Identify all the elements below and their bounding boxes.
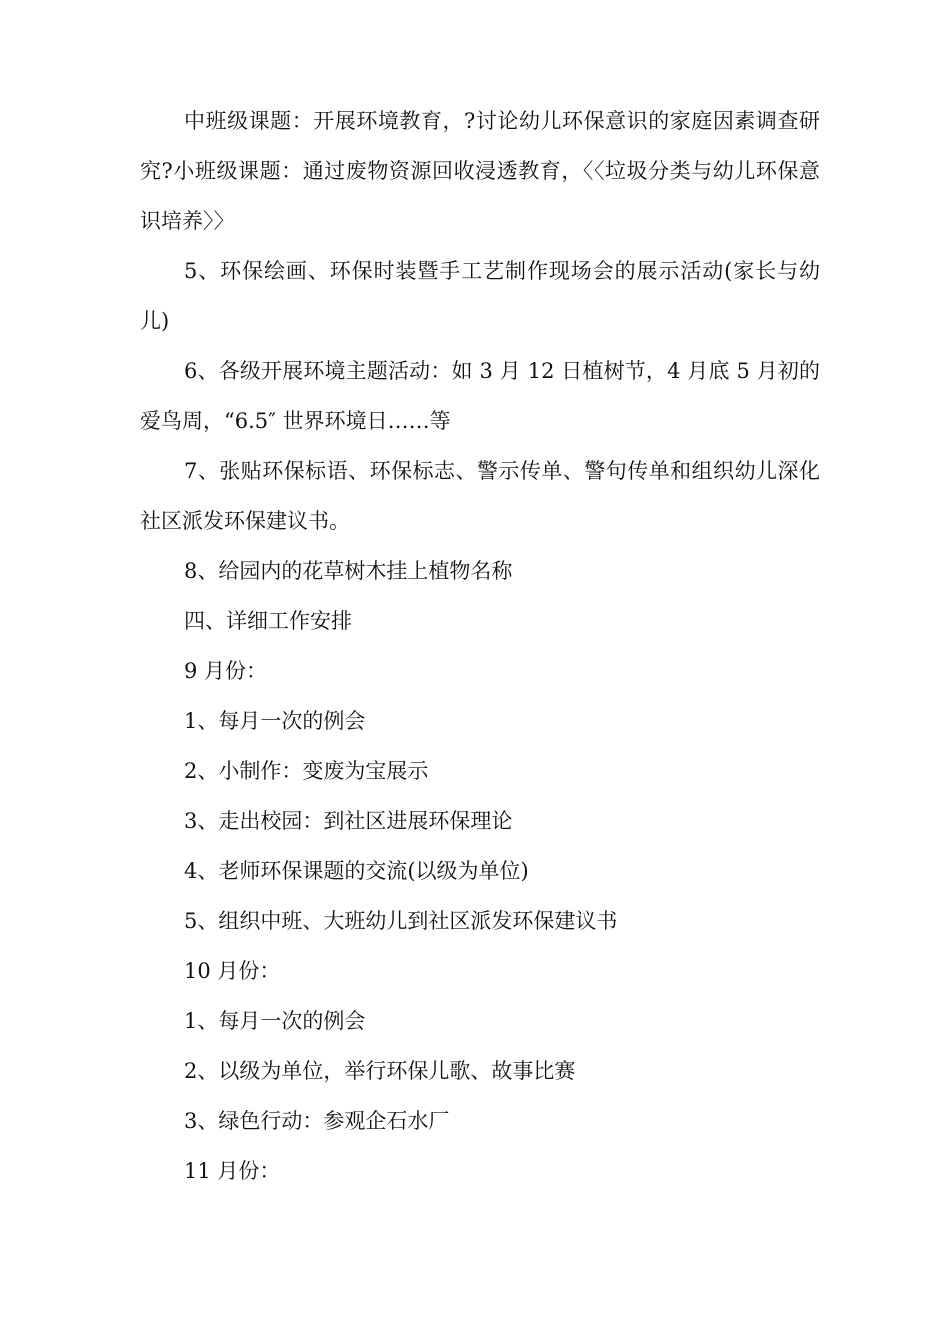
- list-item: 4、老师环保课题的交流(以级为单位): [184, 859, 529, 883]
- document-body: [140, 96, 820, 1196]
- list-item: 3、绿色行动：参观企石水厂: [184, 1109, 450, 1133]
- month-heading: 10 月份：: [184, 959, 281, 983]
- list-item: 1、每月一次的例会: [184, 709, 366, 733]
- paragraph-middle-small-class-topics: 中班级课题：开展环境教育，?讨论幼儿环保意识的家庭因素调查研究?小班级课题：通过废物资源回收浸透教育，〈〈垃圾分类与幼儿环保意识培养〉〉: [140, 109, 820, 233]
- list-item: 2、以级为单位，举行环保儿歌、故事比赛: [184, 1059, 576, 1083]
- list-item: 5、组织中班、大班幼儿到社区派发环保建议书: [184, 909, 618, 933]
- month-heading: 9 月份：: [184, 659, 268, 683]
- paragraph-item-6-theme-activities: 6、各级开展环境主题活动：如 3 月 12 日植树节，4 月底 5 月初的爱鸟周，“6.5″ 世界环境日……等: [140, 359, 820, 433]
- month-heading: 11 月份：: [184, 1159, 281, 1183]
- section-heading: 四、详细工作安排: [184, 609, 352, 633]
- list-item: 3、走出校园：到社区进展环保理论: [184, 809, 513, 833]
- paragraph-item-7-posters: 7、张贴环保标语、环保标志、警示传单、警句传单和组织幼儿深化社区派发环保建议书。: [140, 459, 820, 533]
- list-item: 2、小制作：变废为宝展示: [184, 759, 429, 783]
- list-item: 1、每月一次的例会: [184, 1009, 366, 1033]
- list-item: 8、给园内的花草树木挂上植物名称: [184, 559, 513, 583]
- paragraph-item-5-exhibition: 5、环保绘画、环保时装暨手工艺制作现场会的展示活动(家长与幼儿): [140, 259, 820, 333]
